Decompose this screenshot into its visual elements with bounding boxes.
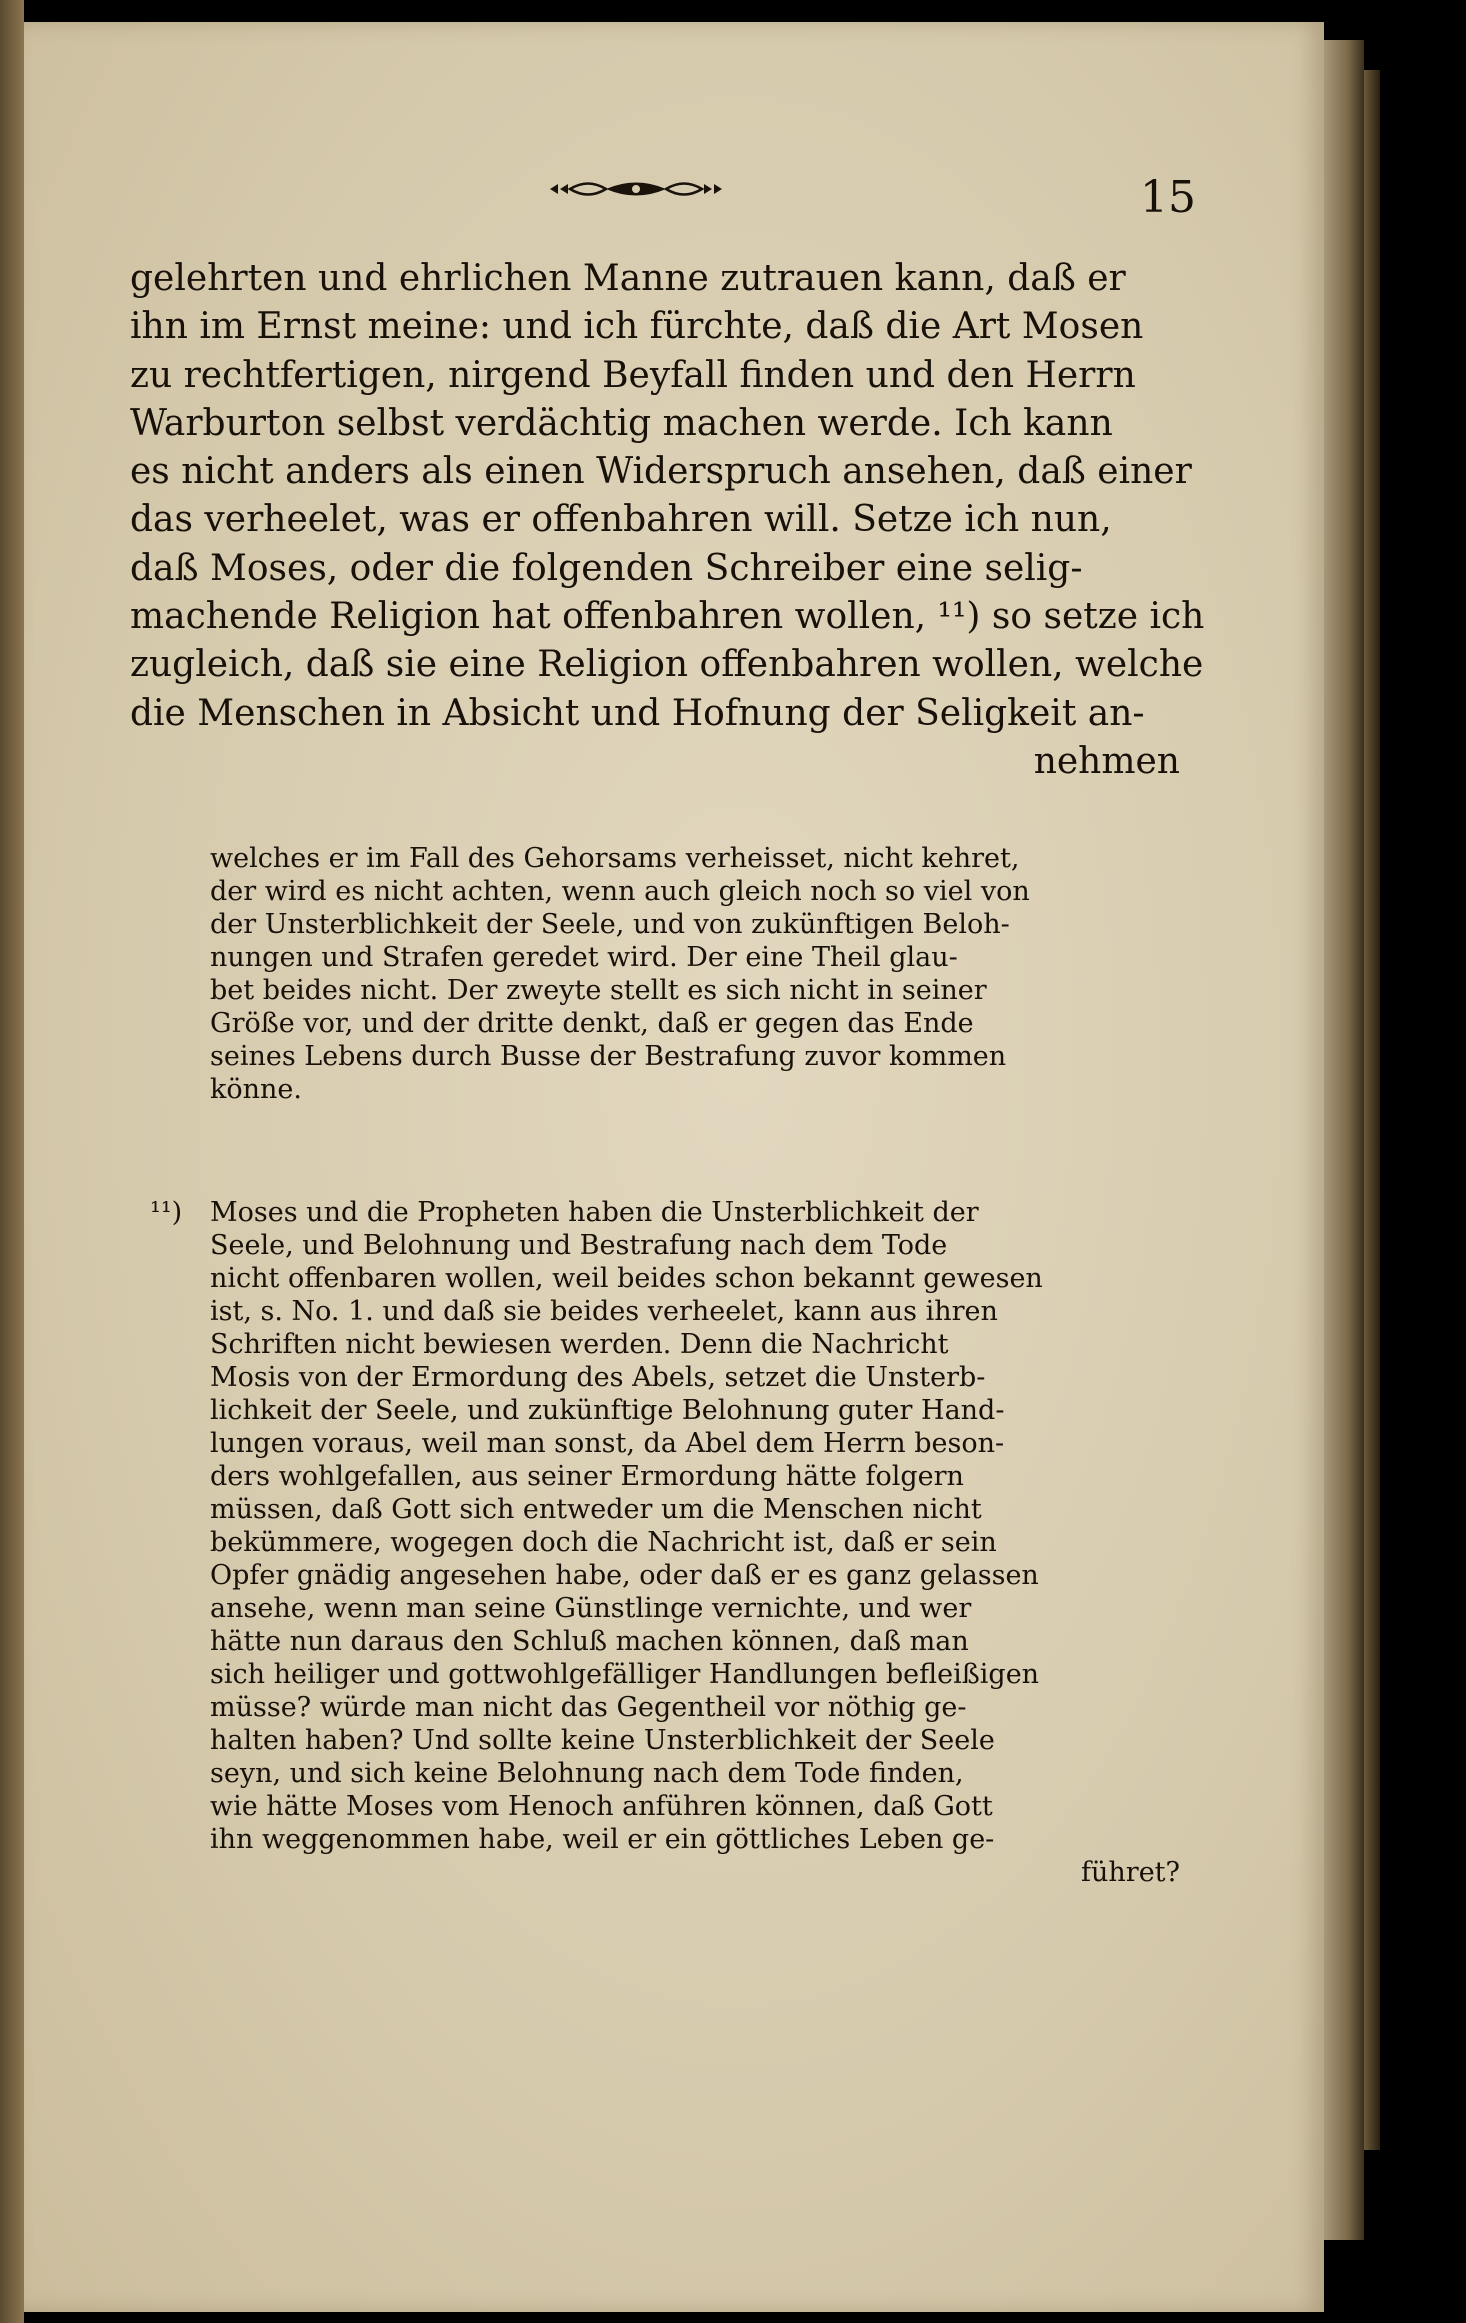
footnote-line: welches er im Fall des Gehorsams verheisset, nicht kehret, — [210, 843, 1020, 874]
footnote-line: seyn, und sich keine Belohnung nach dem Tode finden, — [210, 1758, 964, 1789]
text-line: gelehrten und ehrlichen Manne zutrauen kann, daß er — [130, 258, 1126, 299]
footnote-line: bet beides nicht. Der zweyte stellt es sich nicht in seiner — [210, 975, 987, 1006]
book-cover-edge — [1364, 70, 1380, 2150]
footnote-line: bekümmere, wogegen doch die Nachricht ist, daß er sein — [210, 1527, 997, 1558]
footnote-line: Seele, und Belohnung und Bestrafung nach dem Tode — [210, 1230, 948, 1261]
footnote-line: sich heiliger und gottwohlgefälliger Handlungen befleißigen — [210, 1659, 1040, 1690]
text-line: machende Religion hat offenbahren wollen, ¹¹) so setze ich — [130, 596, 1205, 638]
footnote-line: wie hätte Moses vom Henoch anführen können, daß Gott — [210, 1791, 993, 1822]
footnote-line: lungen voraus, weil man sonst, da Abel dem Herrn beson- — [210, 1428, 1005, 1459]
footnote-line: Mosis von der Ermordung des Abels, setzet die Unsterb- — [210, 1362, 986, 1393]
text-line: es nicht anders als einen Widerspruch ansehen, daß einer — [130, 451, 1192, 493]
text-line: daß Moses, oder die folgenden Schreiber eine selig- — [130, 547, 1083, 589]
catchword: führet? — [1081, 1857, 1180, 1888]
text-line: zu rechtfertigen, nirgend Beyfall finden und den Herrn — [130, 354, 1136, 396]
book-spine-left — [0, 0, 24, 2323]
footnote-line: nicht offenbaren wollen, weil beides schon bekannt gewesen — [210, 1263, 1043, 1294]
footnote-line: müssen, daß Gott sich entweder um die Menschen nicht — [210, 1494, 982, 1525]
footnote-line: Schriften nicht bewiesen werden. Denn die Nachricht — [210, 1329, 949, 1360]
footnote-line: ders wohlgefallen, aus seiner Ermordung hätte folgern — [210, 1461, 964, 1492]
footnote-line: hätte nun daraus den Schluß machen können, daß man — [210, 1626, 969, 1657]
footnote-marker: ¹¹) — [150, 1197, 183, 1228]
footnote-line: seines Lebens durch Busse der Bestrafung zuvor kommen — [210, 1041, 1007, 1072]
footnote-continuation — [210, 842, 1180, 1106]
footnote-line: Opfer gnädig angesehen habe, oder daß er es ganz gelassen — [210, 1560, 1039, 1591]
footnote-line: der Unsterblichkeit der Seele, und von zukünftigen Beloh- — [210, 909, 1010, 940]
footnote-line: Moses und die Propheten haben die Unsterblichkeit der — [210, 1197, 979, 1228]
footnote-line: halten haben? Und sollte keine Unsterblichkeit der Seele — [210, 1725, 995, 1756]
footnote-body — [210, 1196, 1180, 1889]
main-text-block — [130, 255, 1205, 786]
page-number: 15 — [1140, 172, 1196, 223]
text-line: zugleich, daß sie eine Religion offenbahren wollen, welche — [130, 644, 1204, 686]
catchword: nehmen — [1033, 740, 1180, 782]
footnote-line: ansehe, wenn man seine Günstlinge vernichte, und wer — [210, 1593, 972, 1624]
footnote-line: der wird es nicht achten, wenn auch gleich noch so viel von — [210, 876, 1030, 907]
footnote-line: müsse? würde man nicht das Gegentheil vor nöthig ge- — [210, 1692, 967, 1723]
footnote-line: Größe vor, und der dritte denkt, daß er gegen das Ende — [210, 1008, 974, 1039]
printers-ornament-icon — [548, 176, 724, 202]
footnote-line: lichkeit der Seele, und zukünftige Belohnung guter Hand- — [210, 1395, 1005, 1426]
footnote-line: könne. — [210, 1074, 302, 1105]
text-line: das verheelet, was er offenbahren will. Setze ich nun, — [130, 499, 1112, 541]
text-line: ihn im Ernst meine: und ich fürchte, daß die Art Mosen — [130, 306, 1144, 348]
text-line: Warburton selbst verdächtig machen werde. Ich kann — [130, 402, 1113, 444]
page-edge-right — [1324, 40, 1364, 2240]
footnote-line: ihn weggenommen habe, weil er ein göttliches Leben ge- — [210, 1824, 995, 1855]
footnote-line: nungen und Strafen geredet wird. Der eine Theil glau- — [210, 942, 958, 973]
text-line: die Menschen in Absicht und Hofnung der Seligkeit an- — [130, 692, 1145, 734]
footnote-line: ist, s. No. 1. und daß sie beides verheelet, kann aus ihren — [210, 1296, 998, 1327]
